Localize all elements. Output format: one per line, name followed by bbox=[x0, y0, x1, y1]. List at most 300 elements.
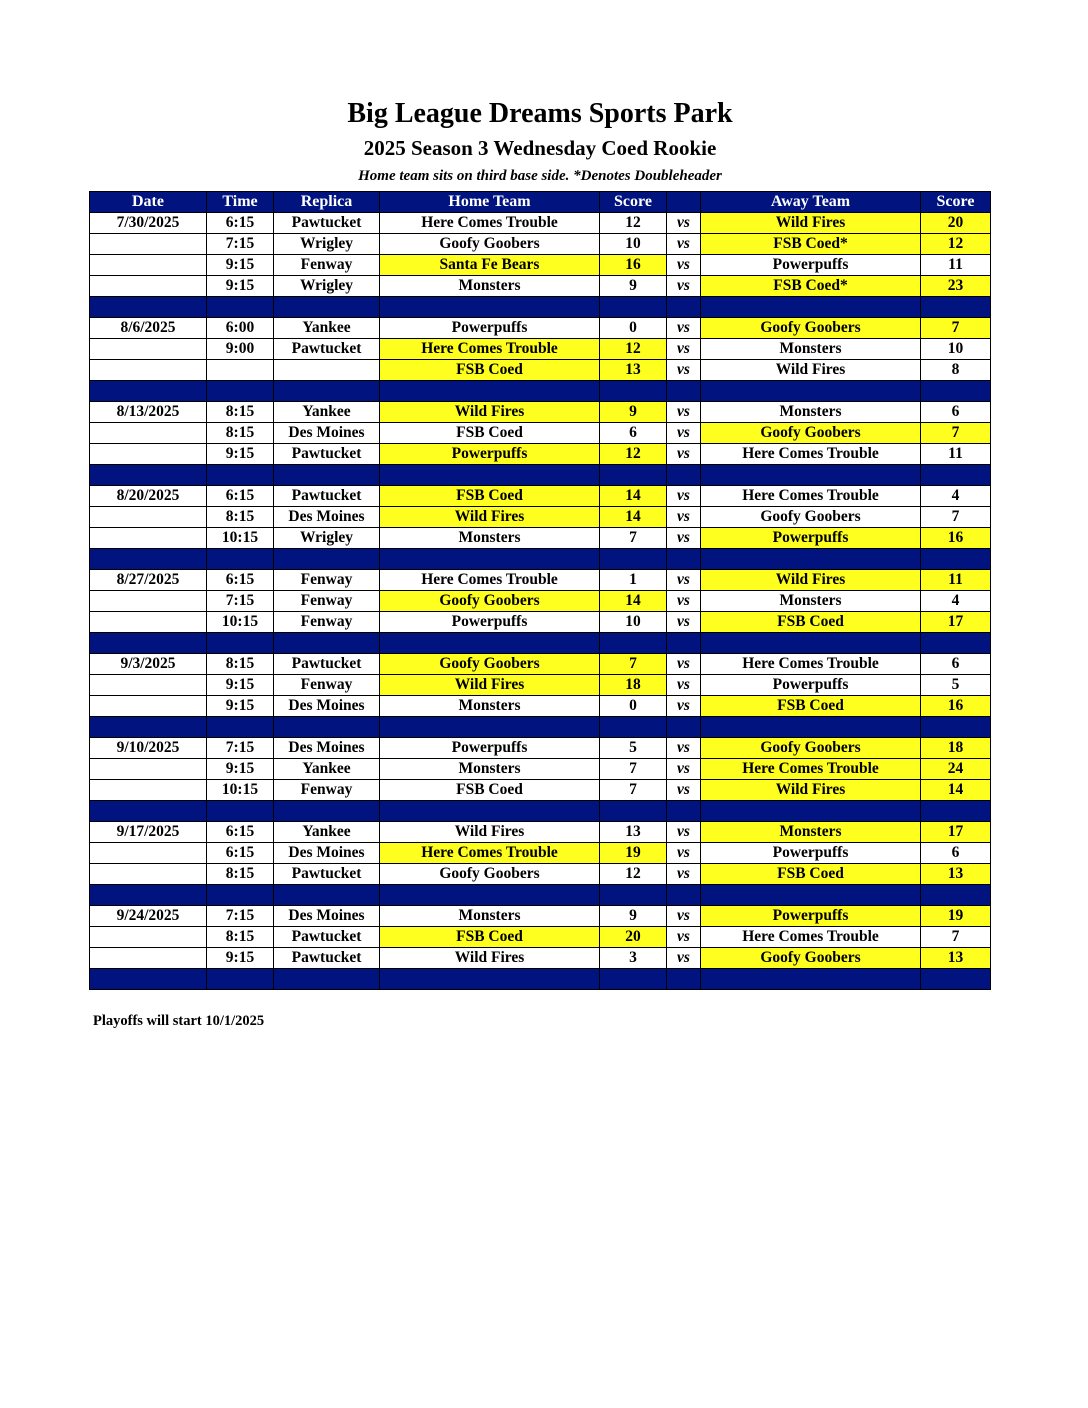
game-row bbox=[90, 843, 991, 864]
vs-label: vs bbox=[667, 612, 701, 633]
game-date bbox=[90, 843, 207, 864]
game-time: 9:00 bbox=[207, 339, 274, 360]
game-time: 8:15 bbox=[207, 423, 274, 444]
separator-cell bbox=[600, 633, 667, 654]
away-team: FSB Coed* bbox=[701, 234, 921, 255]
game-date: 7/30/2025 bbox=[90, 213, 207, 234]
game-row bbox=[90, 654, 991, 675]
game-time: 9:15 bbox=[207, 444, 274, 465]
column-header-away-team: Away Team bbox=[701, 192, 921, 213]
game-row bbox=[90, 738, 991, 759]
week-separator-row bbox=[90, 549, 991, 570]
away-score: 4 bbox=[921, 591, 991, 612]
vs-label: vs bbox=[667, 780, 701, 801]
game-replica: Yankee bbox=[274, 759, 380, 780]
home-score: 7 bbox=[600, 528, 667, 549]
home-score: 10 bbox=[600, 612, 667, 633]
home-score: 1 bbox=[600, 570, 667, 591]
away-team: Here Comes Trouble bbox=[701, 444, 921, 465]
separator-cell bbox=[90, 465, 207, 486]
away-score: 12 bbox=[921, 234, 991, 255]
away-score: 6 bbox=[921, 402, 991, 423]
separator-cell bbox=[667, 801, 701, 822]
game-date bbox=[90, 780, 207, 801]
away-score: 11 bbox=[921, 570, 991, 591]
game-row bbox=[90, 276, 991, 297]
playoffs-note: Playoffs will start 10/1/2025 bbox=[93, 1013, 265, 1029]
away-score: 13 bbox=[921, 864, 991, 885]
game-date bbox=[90, 612, 207, 633]
week-separator-row bbox=[90, 381, 991, 402]
vs-label: vs bbox=[667, 738, 701, 759]
game-replica: Fenway bbox=[274, 675, 380, 696]
separator-cell bbox=[274, 801, 380, 822]
away-score: 7 bbox=[921, 318, 991, 339]
away-team: Monsters bbox=[701, 402, 921, 423]
away-team: Monsters bbox=[701, 339, 921, 360]
separator-cell bbox=[274, 381, 380, 402]
separator-cell bbox=[207, 717, 274, 738]
game-replica: Fenway bbox=[274, 780, 380, 801]
away-team: Powerpuffs bbox=[701, 255, 921, 276]
game-time: 8:15 bbox=[207, 507, 274, 528]
vs-label: vs bbox=[667, 654, 701, 675]
away-score: 20 bbox=[921, 213, 991, 234]
home-team: Powerpuffs bbox=[380, 738, 600, 759]
game-date: 9/3/2025 bbox=[90, 654, 207, 675]
game-row bbox=[90, 612, 991, 633]
vs-label: vs bbox=[667, 276, 701, 297]
vs-label: vs bbox=[667, 822, 701, 843]
separator-cell bbox=[921, 633, 991, 654]
home-score: 7 bbox=[600, 654, 667, 675]
separator-cell bbox=[274, 633, 380, 654]
game-replica: Pawtucket bbox=[274, 654, 380, 675]
separator-cell bbox=[600, 801, 667, 822]
home-score: 18 bbox=[600, 675, 667, 696]
separator-cell bbox=[207, 465, 274, 486]
game-row bbox=[90, 864, 991, 885]
vs-label: vs bbox=[667, 255, 701, 276]
away-team: Wild Fires bbox=[701, 360, 921, 381]
separator-cell bbox=[274, 717, 380, 738]
home-team: Wild Fires bbox=[380, 948, 600, 969]
vs-label: vs bbox=[667, 843, 701, 864]
vs-label: vs bbox=[667, 486, 701, 507]
vs-label: vs bbox=[667, 507, 701, 528]
game-replica: Pawtucket bbox=[274, 927, 380, 948]
away-team: Here Comes Trouble bbox=[701, 654, 921, 675]
game-time: 6:15 bbox=[207, 570, 274, 591]
week-separator-row bbox=[90, 885, 991, 906]
home-score: 13 bbox=[600, 360, 667, 381]
game-replica: Des Moines bbox=[274, 906, 380, 927]
home-team: Powerpuffs bbox=[380, 318, 600, 339]
game-time: 10:15 bbox=[207, 612, 274, 633]
game-date: 8/13/2025 bbox=[90, 402, 207, 423]
vs-label: vs bbox=[667, 906, 701, 927]
home-score: 14 bbox=[600, 507, 667, 528]
away-score: 18 bbox=[921, 738, 991, 759]
home-score: 14 bbox=[600, 486, 667, 507]
separator-cell bbox=[600, 549, 667, 570]
separator-cell bbox=[207, 801, 274, 822]
separator-cell bbox=[921, 381, 991, 402]
away-team: Here Comes Trouble bbox=[701, 759, 921, 780]
home-team: Monsters bbox=[380, 528, 600, 549]
vs-label: vs bbox=[667, 402, 701, 423]
separator-cell bbox=[600, 297, 667, 318]
home-team: Wild Fires bbox=[380, 675, 600, 696]
home-team: Here Comes Trouble bbox=[380, 570, 600, 591]
separator-cell bbox=[701, 465, 921, 486]
separator-cell bbox=[90, 633, 207, 654]
away-score: 16 bbox=[921, 696, 991, 717]
game-time: 6:00 bbox=[207, 318, 274, 339]
game-replica: Pawtucket bbox=[274, 339, 380, 360]
home-score: 6 bbox=[600, 423, 667, 444]
game-time: 7:15 bbox=[207, 738, 274, 759]
away-team: Goofy Goobers bbox=[701, 738, 921, 759]
game-date bbox=[90, 591, 207, 612]
game-date bbox=[90, 864, 207, 885]
game-row bbox=[90, 402, 991, 423]
week-separator-row bbox=[90, 633, 991, 654]
home-team: FSB Coed bbox=[380, 423, 600, 444]
game-row bbox=[90, 759, 991, 780]
home-team: Goofy Goobers bbox=[380, 234, 600, 255]
game-replica: Yankee bbox=[274, 822, 380, 843]
game-row bbox=[90, 822, 991, 843]
game-date bbox=[90, 948, 207, 969]
game-row bbox=[90, 591, 991, 612]
vs-label: vs bbox=[667, 360, 701, 381]
separator-cell bbox=[207, 549, 274, 570]
separator-cell bbox=[207, 297, 274, 318]
home-team: Monsters bbox=[380, 759, 600, 780]
home-team: Monsters bbox=[380, 276, 600, 297]
game-row bbox=[90, 948, 991, 969]
game-time: 9:15 bbox=[207, 759, 274, 780]
separator-cell bbox=[90, 969, 207, 990]
separator-cell bbox=[600, 885, 667, 906]
home-score: 12 bbox=[600, 213, 667, 234]
away-team: Powerpuffs bbox=[701, 528, 921, 549]
game-replica: Des Moines bbox=[274, 507, 380, 528]
separator-cell bbox=[701, 801, 921, 822]
home-score: 9 bbox=[600, 906, 667, 927]
away-score: 7 bbox=[921, 507, 991, 528]
away-score: 7 bbox=[921, 927, 991, 948]
home-team: Wild Fires bbox=[380, 402, 600, 423]
game-time: 6:15 bbox=[207, 213, 274, 234]
game-replica: Pawtucket bbox=[274, 444, 380, 465]
separator-cell bbox=[667, 717, 701, 738]
game-replica: Pawtucket bbox=[274, 948, 380, 969]
separator-cell bbox=[701, 549, 921, 570]
column-header-time: Time bbox=[207, 192, 274, 213]
vs-label: vs bbox=[667, 444, 701, 465]
game-date bbox=[90, 423, 207, 444]
home-team: Goofy Goobers bbox=[380, 864, 600, 885]
away-team: FSB Coed bbox=[701, 864, 921, 885]
away-team: Goofy Goobers bbox=[701, 318, 921, 339]
away-score: 14 bbox=[921, 780, 991, 801]
page-title: Big League Dreams Sports Park bbox=[347, 98, 733, 129]
game-row bbox=[90, 255, 991, 276]
game-time: 10:15 bbox=[207, 528, 274, 549]
away-team: Wild Fires bbox=[701, 780, 921, 801]
separator-cell bbox=[274, 969, 380, 990]
home-score: 16 bbox=[600, 255, 667, 276]
home-team: FSB Coed bbox=[380, 927, 600, 948]
away-team: Powerpuffs bbox=[701, 675, 921, 696]
game-row bbox=[90, 780, 991, 801]
game-time bbox=[207, 360, 274, 381]
vs-label: vs bbox=[667, 318, 701, 339]
home-team: Monsters bbox=[380, 696, 600, 717]
away-team: Goofy Goobers bbox=[701, 507, 921, 528]
game-time: 6:15 bbox=[207, 843, 274, 864]
home-score: 7 bbox=[600, 759, 667, 780]
separator-cell bbox=[207, 885, 274, 906]
separator-cell bbox=[380, 801, 600, 822]
away-team: Here Comes Trouble bbox=[701, 486, 921, 507]
separator-cell bbox=[667, 465, 701, 486]
separator-cell bbox=[380, 717, 600, 738]
away-score: 8 bbox=[921, 360, 991, 381]
away-score: 19 bbox=[921, 906, 991, 927]
game-date bbox=[90, 927, 207, 948]
separator-cell bbox=[921, 549, 991, 570]
home-score: 20 bbox=[600, 927, 667, 948]
game-time: 6:15 bbox=[207, 486, 274, 507]
separator-cell bbox=[380, 465, 600, 486]
separator-cell bbox=[380, 549, 600, 570]
game-time: 7:15 bbox=[207, 591, 274, 612]
away-score: 11 bbox=[921, 255, 991, 276]
home-team: Here Comes Trouble bbox=[380, 843, 600, 864]
game-replica: Pawtucket bbox=[274, 486, 380, 507]
game-date bbox=[90, 444, 207, 465]
away-team: Here Comes Trouble bbox=[701, 927, 921, 948]
separator-cell bbox=[667, 549, 701, 570]
vs-label: vs bbox=[667, 423, 701, 444]
page-subtitle: 2025 Season 3 Wednesday Coed Rookie bbox=[363, 136, 717, 160]
away-score: 13 bbox=[921, 948, 991, 969]
game-time: 8:15 bbox=[207, 927, 274, 948]
game-time: 9:15 bbox=[207, 696, 274, 717]
away-score: 7 bbox=[921, 423, 991, 444]
home-team: Powerpuffs bbox=[380, 444, 600, 465]
separator-cell bbox=[274, 885, 380, 906]
column-header-date: Date bbox=[90, 192, 207, 213]
home-team: Goofy Goobers bbox=[380, 654, 600, 675]
home-team: Here Comes Trouble bbox=[380, 213, 600, 234]
separator-cell bbox=[921, 885, 991, 906]
separator-cell bbox=[380, 885, 600, 906]
separator-cell bbox=[921, 297, 991, 318]
week-separator-row bbox=[90, 801, 991, 822]
separator-cell bbox=[921, 717, 991, 738]
game-replica: Yankee bbox=[274, 318, 380, 339]
away-score: 5 bbox=[921, 675, 991, 696]
separator-cell bbox=[600, 969, 667, 990]
vs-label: vs bbox=[667, 759, 701, 780]
game-time: 8:15 bbox=[207, 654, 274, 675]
away-team: Powerpuffs bbox=[701, 906, 921, 927]
away-team: FSB Coed* bbox=[701, 276, 921, 297]
game-row bbox=[90, 360, 991, 381]
schedule-note: Home team sits on third base side. *Denotes Doubleheader bbox=[358, 168, 722, 184]
home-score: 0 bbox=[600, 696, 667, 717]
separator-cell bbox=[701, 969, 921, 990]
game-replica: Wrigley bbox=[274, 276, 380, 297]
game-time: 10:15 bbox=[207, 780, 274, 801]
game-date bbox=[90, 675, 207, 696]
column-header-home-team: Home Team bbox=[380, 192, 600, 213]
game-row bbox=[90, 486, 991, 507]
away-score: 6 bbox=[921, 654, 991, 675]
separator-cell bbox=[380, 381, 600, 402]
game-time: 8:15 bbox=[207, 864, 274, 885]
separator-cell bbox=[921, 465, 991, 486]
game-row bbox=[90, 213, 991, 234]
schedule-table bbox=[89, 191, 991, 990]
column-header-replica: Replica bbox=[274, 192, 380, 213]
game-replica: Fenway bbox=[274, 255, 380, 276]
separator-cell bbox=[274, 465, 380, 486]
separator-cell bbox=[667, 885, 701, 906]
vs-label: vs bbox=[667, 696, 701, 717]
home-team: Wild Fires bbox=[380, 507, 600, 528]
game-date: 9/10/2025 bbox=[90, 738, 207, 759]
separator-cell bbox=[207, 633, 274, 654]
separator-cell bbox=[90, 885, 207, 906]
separator-cell bbox=[667, 381, 701, 402]
vs-label: vs bbox=[667, 591, 701, 612]
separator-cell bbox=[90, 717, 207, 738]
home-team: FSB Coed bbox=[380, 780, 600, 801]
vs-label: vs bbox=[667, 675, 701, 696]
separator-cell bbox=[274, 297, 380, 318]
vs-label: vs bbox=[667, 948, 701, 969]
away-score: 17 bbox=[921, 822, 991, 843]
away-team: Powerpuffs bbox=[701, 843, 921, 864]
game-replica: Fenway bbox=[274, 612, 380, 633]
vs-label: vs bbox=[667, 528, 701, 549]
game-row bbox=[90, 570, 991, 591]
column-header-home-score: Score bbox=[600, 192, 667, 213]
separator-cell bbox=[90, 549, 207, 570]
game-time: 9:15 bbox=[207, 255, 274, 276]
game-date bbox=[90, 696, 207, 717]
separator-cell bbox=[380, 297, 600, 318]
home-team: Powerpuffs bbox=[380, 612, 600, 633]
game-date bbox=[90, 339, 207, 360]
game-time: 7:15 bbox=[207, 906, 274, 927]
away-team: FSB Coed bbox=[701, 612, 921, 633]
separator-cell bbox=[701, 885, 921, 906]
away-score: 16 bbox=[921, 528, 991, 549]
away-team: Goofy Goobers bbox=[701, 423, 921, 444]
week-separator-row bbox=[90, 465, 991, 486]
home-team: Monsters bbox=[380, 906, 600, 927]
column-header-vs bbox=[667, 192, 701, 213]
game-replica: Wrigley bbox=[274, 528, 380, 549]
separator-cell bbox=[380, 969, 600, 990]
game-replica: Wrigley bbox=[274, 234, 380, 255]
separator-cell bbox=[667, 297, 701, 318]
vs-label: vs bbox=[667, 213, 701, 234]
home-score: 19 bbox=[600, 843, 667, 864]
vs-label: vs bbox=[667, 864, 701, 885]
header-row bbox=[90, 192, 991, 213]
week-separator-row bbox=[90, 297, 991, 318]
game-replica: Fenway bbox=[274, 570, 380, 591]
game-date: 9/24/2025 bbox=[90, 906, 207, 927]
game-time: 9:15 bbox=[207, 276, 274, 297]
game-row bbox=[90, 339, 991, 360]
away-score: 10 bbox=[921, 339, 991, 360]
game-replica: Des Moines bbox=[274, 423, 380, 444]
vs-label: vs bbox=[667, 927, 701, 948]
home-score: 12 bbox=[600, 444, 667, 465]
separator-cell bbox=[701, 297, 921, 318]
home-team: Santa Fe Bears bbox=[380, 255, 600, 276]
separator-cell bbox=[600, 465, 667, 486]
game-replica: Des Moines bbox=[274, 738, 380, 759]
away-team: Monsters bbox=[701, 591, 921, 612]
away-team: Wild Fires bbox=[701, 213, 921, 234]
game-date: 9/17/2025 bbox=[90, 822, 207, 843]
game-replica: Pawtucket bbox=[274, 864, 380, 885]
separator-cell bbox=[667, 633, 701, 654]
game-row bbox=[90, 927, 991, 948]
schedule-body bbox=[90, 213, 991, 990]
game-date bbox=[90, 276, 207, 297]
game-row bbox=[90, 318, 991, 339]
away-score: 6 bbox=[921, 843, 991, 864]
separator-cell bbox=[701, 633, 921, 654]
game-replica: Des Moines bbox=[274, 843, 380, 864]
game-row bbox=[90, 906, 991, 927]
home-score: 3 bbox=[600, 948, 667, 969]
home-score: 12 bbox=[600, 864, 667, 885]
game-replica bbox=[274, 360, 380, 381]
away-team: FSB Coed bbox=[701, 696, 921, 717]
separator-cell bbox=[600, 381, 667, 402]
separator-cell bbox=[207, 969, 274, 990]
separator-cell bbox=[90, 801, 207, 822]
game-time: 9:15 bbox=[207, 948, 274, 969]
away-score: 4 bbox=[921, 486, 991, 507]
home-score: 14 bbox=[600, 591, 667, 612]
separator-cell bbox=[90, 297, 207, 318]
game-date bbox=[90, 507, 207, 528]
away-score: 11 bbox=[921, 444, 991, 465]
home-score: 13 bbox=[600, 822, 667, 843]
away-team: Wild Fires bbox=[701, 570, 921, 591]
home-score: 5 bbox=[600, 738, 667, 759]
game-date bbox=[90, 528, 207, 549]
game-row bbox=[90, 675, 991, 696]
home-score: 7 bbox=[600, 780, 667, 801]
game-date bbox=[90, 360, 207, 381]
home-team: Here Comes Trouble bbox=[380, 339, 600, 360]
week-separator-row bbox=[90, 969, 991, 990]
home-team: FSB Coed bbox=[380, 486, 600, 507]
